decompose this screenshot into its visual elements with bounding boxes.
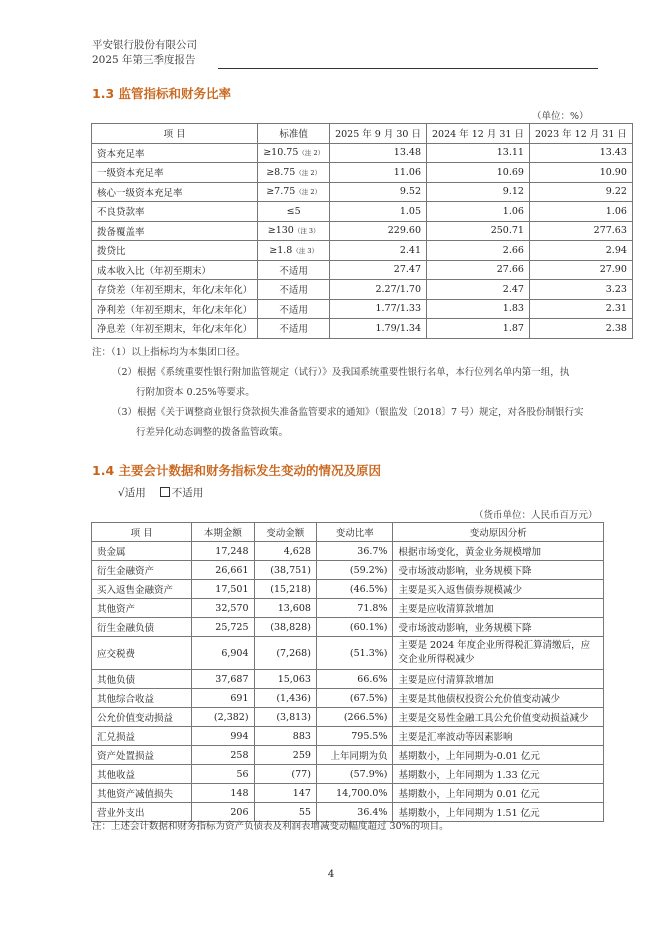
change-ratio: (59.2%) bbox=[316, 561, 393, 580]
col-header-2025-09-30: 2025 年 9 月 30 日 bbox=[330, 124, 427, 144]
indicator-name: 净息差（年初至期末，年化/末年化） bbox=[92, 319, 258, 339]
accounting-changes-body bbox=[92, 542, 604, 822]
value-2025-09-30: 9.52 bbox=[330, 182, 427, 202]
change-amount: 13,608 bbox=[254, 599, 316, 618]
item-name: 其他收益 bbox=[92, 765, 192, 784]
value-2024-12-31: 1.83 bbox=[427, 299, 530, 319]
item-name: 公允价值变动损益 bbox=[92, 708, 192, 727]
current-amount: 37,687 bbox=[192, 670, 254, 689]
report-name: 2025 年第三季度报告 bbox=[92, 54, 196, 66]
indicator-name: 拨备覆盖率 bbox=[92, 221, 258, 241]
col-header-item: 项 目 bbox=[92, 523, 192, 542]
table-row bbox=[92, 221, 633, 241]
change-ratio: 795.5% bbox=[316, 727, 393, 746]
standard-value bbox=[258, 319, 330, 339]
current-amount: 56 bbox=[192, 765, 254, 784]
change-reason: 主要是其他债权投资公允价值变动减少 bbox=[393, 689, 604, 708]
standard-value bbox=[258, 202, 330, 222]
item-name: 其他资产减值损失 bbox=[92, 784, 192, 803]
change-amount: 4,628 bbox=[254, 542, 316, 561]
table-row bbox=[92, 599, 604, 618]
change-ratio: (51.3%) bbox=[316, 637, 393, 670]
change-amount: 147 bbox=[254, 784, 316, 803]
value-2024-12-31: 10.69 bbox=[427, 163, 530, 183]
change-reason: 主要是汇率波动等因素影响 bbox=[393, 727, 604, 746]
current-amount: 32,570 bbox=[192, 599, 254, 618]
change-reason: 基期数小，上年同期为 1.51 亿元 bbox=[393, 803, 604, 822]
change-reason: 受市场波动影响，业务规模下降 bbox=[393, 561, 604, 580]
value-2024-12-31: 2.66 bbox=[427, 241, 530, 261]
section-1-4-note: 注：上述会计数据和财务指标为资产负债表及利润表增减变动幅度超过 30%的项目。 bbox=[92, 821, 449, 832]
indicator-name: 不良贷款率 bbox=[92, 202, 258, 222]
item-name: 营业外支出 bbox=[92, 803, 192, 822]
standard-value-text: 不适用 bbox=[279, 265, 308, 277]
table-header-row bbox=[92, 124, 633, 144]
regulatory-indicators-table bbox=[91, 123, 633, 339]
indicator-name: 存贷差（年初至期末，年化/末年化） bbox=[92, 280, 258, 300]
col-header-amount: 本期金额 bbox=[192, 523, 254, 542]
indicator-name: 核心一级资本充足率 bbox=[92, 182, 258, 202]
value-2023-12-31: 3.23 bbox=[529, 280, 632, 300]
page-number: 4 bbox=[327, 869, 335, 880]
applicable-checked: √适用 bbox=[118, 487, 146, 499]
standard-value-text: ≥130 bbox=[267, 225, 294, 237]
standard-note-ref: （注 2） bbox=[295, 168, 322, 177]
table-row bbox=[92, 670, 604, 689]
item-name: 应交税费 bbox=[92, 637, 192, 670]
col-header-ratio: 变动比率 bbox=[316, 523, 393, 542]
change-reason: 根据市场变化，黄金业务规模增加 bbox=[393, 542, 604, 561]
change-reason: 主要是买入返售债券规模减少 bbox=[393, 580, 604, 599]
standard-value-text: ≥1.8 bbox=[269, 244, 293, 256]
value-2025-09-30: 1.77/1.33 bbox=[330, 299, 427, 319]
change-ratio: (57.9%) bbox=[316, 765, 393, 784]
change-ratio: (266.5%) bbox=[316, 708, 393, 727]
standard-value-text: 不适用 bbox=[279, 304, 308, 316]
col-header-2023-12-31: 2023 年 12 月 31 日 bbox=[529, 124, 632, 144]
change-ratio: 14,700.0% bbox=[316, 784, 393, 803]
applicability-choice bbox=[118, 485, 203, 500]
change-amount: 883 bbox=[254, 727, 316, 746]
standard-value bbox=[258, 143, 330, 163]
section-1-3-note-3-cont: 行差异化动态调整的拨备监管政策。 bbox=[136, 427, 289, 438]
value-2025-09-30: 11.06 bbox=[330, 163, 427, 183]
table-row bbox=[92, 708, 604, 727]
change-reason: 基期数小，上年同期为 0.01 亿元 bbox=[393, 784, 604, 803]
current-amount: 258 bbox=[192, 746, 254, 765]
standard-value bbox=[258, 299, 330, 319]
item-name: 其他综合收益 bbox=[92, 689, 192, 708]
company-name: 平安银行股份有限公司 bbox=[92, 39, 197, 51]
change-amount: 55 bbox=[254, 803, 316, 822]
standard-value-text: 不适用 bbox=[279, 324, 308, 336]
change-ratio: 66.6% bbox=[316, 670, 393, 689]
change-reason: 基期数小，上年同期为 1.33 亿元 bbox=[393, 765, 604, 784]
table-row bbox=[92, 202, 633, 222]
unchecked-box-icon bbox=[160, 487, 170, 497]
table-row bbox=[92, 784, 604, 803]
table-row bbox=[92, 618, 604, 637]
section-1-3-note-2: （2）根据《系统重要性银行附加监管规定（试行）》及我国系统重要性银行名单，本行位列名单内第一组，执 bbox=[112, 367, 570, 378]
table-row bbox=[92, 182, 633, 202]
table-row bbox=[92, 241, 633, 261]
change-amount: (15,218) bbox=[254, 580, 316, 599]
current-amount: 17,248 bbox=[192, 542, 254, 561]
value-2023-12-31: 13.43 bbox=[529, 143, 632, 163]
change-reason: 主要是 2024 年度企业所得税汇算清缴后，应交企业所得税减少 bbox=[393, 637, 604, 670]
table-row bbox=[92, 542, 604, 561]
change-reason: 受市场波动影响，业务规模下降 bbox=[393, 618, 604, 637]
section-1-3-note-1: 注：（1）以上指标均为本集团口径。 bbox=[92, 347, 246, 358]
change-amount: (38,828) bbox=[254, 618, 316, 637]
item-name: 衍生金融负债 bbox=[92, 618, 192, 637]
section-1-3-note-3: （3）根据《关于调整商业银行贷款损失准备监管要求的通知》（银监发〔2018〕7 号）规定，对各股份制银行实 bbox=[112, 407, 584, 418]
item-name: 资产处置损益 bbox=[92, 746, 192, 765]
value-2023-12-31: 2.38 bbox=[529, 319, 632, 339]
indicator-name: 成本收入比（年初至期末） bbox=[92, 260, 258, 280]
change-ratio: 上年同期为负 bbox=[316, 746, 393, 765]
col-header-item: 项 目 bbox=[92, 124, 258, 144]
current-amount: 17,501 bbox=[192, 580, 254, 599]
value-2023-12-31: 9.22 bbox=[529, 182, 632, 202]
table-row bbox=[92, 280, 633, 300]
value-2024-12-31: 27.66 bbox=[427, 260, 530, 280]
change-reason: 主要是交易性金融工具公允价值变动损益减少 bbox=[393, 708, 604, 727]
table-row bbox=[92, 689, 604, 708]
value-2024-12-31: 250.71 bbox=[427, 221, 530, 241]
accounting-changes-table bbox=[91, 522, 604, 822]
change-amount: (38,751) bbox=[254, 561, 316, 580]
change-ratio: 36.4% bbox=[316, 803, 393, 822]
change-ratio: 71.8% bbox=[316, 599, 393, 618]
value-2023-12-31: 10.90 bbox=[529, 163, 632, 183]
value-2024-12-31: 2.47 bbox=[427, 280, 530, 300]
value-2023-12-31: 2.94 bbox=[529, 241, 632, 261]
standard-value bbox=[258, 260, 330, 280]
change-amount: (3,813) bbox=[254, 708, 316, 727]
table-row bbox=[92, 319, 633, 339]
standard-value-text: ≤5 bbox=[286, 205, 301, 217]
standard-value bbox=[258, 163, 330, 183]
standard-value-text: ≥8.75 bbox=[266, 166, 296, 178]
change-amount: 259 bbox=[254, 746, 316, 765]
value-2025-09-30: 229.60 bbox=[330, 221, 427, 241]
table-row bbox=[92, 765, 604, 784]
standard-value bbox=[258, 241, 330, 261]
item-name: 汇兑损益 bbox=[92, 727, 192, 746]
indicator-name: 净利差（年初至期末，年化/末年化） bbox=[92, 299, 258, 319]
item-name: 衍生金融资产 bbox=[92, 561, 192, 580]
section-1-4-unit: （货币单位：人民币百万元） bbox=[474, 510, 598, 521]
table-header-row bbox=[92, 523, 604, 542]
change-ratio: (67.5%) bbox=[316, 689, 393, 708]
standard-note-ref: （注 3） bbox=[293, 227, 320, 236]
header-rule bbox=[218, 68, 598, 69]
section-1-3-title: 1.3 监管指标和财务比率 bbox=[92, 86, 231, 101]
value-2023-12-31: 1.06 bbox=[529, 202, 632, 222]
current-amount: 25,725 bbox=[192, 618, 254, 637]
current-amount: (2,382) bbox=[192, 708, 254, 727]
standard-value-text: ≥10.75 bbox=[263, 147, 299, 159]
value-2025-09-30: 2.41 bbox=[330, 241, 427, 261]
standard-value bbox=[258, 182, 330, 202]
change-ratio: (60.1%) bbox=[316, 618, 393, 637]
item-name: 贵金属 bbox=[92, 542, 192, 561]
indicator-name: 资本充足率 bbox=[92, 143, 258, 163]
not-applicable-label: 不适用 bbox=[171, 487, 204, 499]
change-amount: 15,063 bbox=[254, 670, 316, 689]
table-row bbox=[92, 580, 604, 599]
standard-value bbox=[258, 280, 330, 300]
standard-value bbox=[258, 221, 330, 241]
item-name: 其他资产 bbox=[92, 599, 192, 618]
value-2023-12-31: 27.90 bbox=[529, 260, 632, 280]
table-row bbox=[92, 163, 633, 183]
table-row bbox=[92, 746, 604, 765]
indicator-name: 一级资本充足率 bbox=[92, 163, 258, 183]
section-1-4-title: 1.4 主要会计数据和财务指标发生变动的情况及原因 bbox=[92, 463, 381, 478]
item-name: 其他负债 bbox=[92, 670, 192, 689]
value-2024-12-31: 1.87 bbox=[427, 319, 530, 339]
col-header-2024-12-31: 2024 年 12 月 31 日 bbox=[427, 124, 530, 144]
change-amount: (7,268) bbox=[254, 637, 316, 670]
value-2024-12-31: 1.06 bbox=[427, 202, 530, 222]
section-1-3-note-2-cont: 行附加资本 0.25%等要求。 bbox=[136, 387, 255, 398]
regulatory-indicators-body bbox=[92, 143, 633, 338]
value-2025-09-30: 1.79/1.34 bbox=[330, 319, 427, 339]
change-ratio: (46.5%) bbox=[316, 580, 393, 599]
standard-value-text: ≥7.75 bbox=[266, 186, 296, 198]
document-header bbox=[92, 38, 197, 68]
value-2024-12-31: 13.11 bbox=[427, 143, 530, 163]
standard-value-text: 不适用 bbox=[279, 285, 308, 297]
table-row bbox=[92, 299, 633, 319]
current-amount: 206 bbox=[192, 803, 254, 822]
standard-note-ref: （注 3） bbox=[292, 246, 319, 255]
section-1-3-unit: （单位：%） bbox=[532, 111, 589, 122]
value-2025-09-30: 2.27/1.70 bbox=[330, 280, 427, 300]
table-row bbox=[92, 143, 633, 163]
indicator-name: 拨贷比 bbox=[92, 241, 258, 261]
current-amount: 691 bbox=[192, 689, 254, 708]
col-header-standard: 标准值 bbox=[258, 124, 330, 144]
change-amount: (77) bbox=[254, 765, 316, 784]
table-row bbox=[92, 727, 604, 746]
value-2025-09-30: 1.05 bbox=[330, 202, 427, 222]
change-reason: 主要是应收清算款增加 bbox=[393, 599, 604, 618]
change-amount: (1,436) bbox=[254, 689, 316, 708]
change-ratio: 36.7% bbox=[316, 542, 393, 561]
change-reason: 主要是应付清算款增加 bbox=[393, 670, 604, 689]
value-2023-12-31: 2.31 bbox=[529, 299, 632, 319]
col-header-change: 变动金额 bbox=[254, 523, 316, 542]
value-2023-12-31: 277.63 bbox=[529, 221, 632, 241]
current-amount: 26,661 bbox=[192, 561, 254, 580]
current-amount: 994 bbox=[192, 727, 254, 746]
value-2025-09-30: 27.47 bbox=[330, 260, 427, 280]
value-2024-12-31: 9.12 bbox=[427, 182, 530, 202]
current-amount: 148 bbox=[192, 784, 254, 803]
table-row bbox=[92, 260, 633, 280]
value-2025-09-30: 13.48 bbox=[330, 143, 427, 163]
standard-note-ref: （注 2） bbox=[298, 149, 325, 158]
col-header-reason: 变动原因分析 bbox=[393, 523, 604, 542]
table-row bbox=[92, 561, 604, 580]
change-reason: 基期数小，上年同期为-0.01 亿元 bbox=[393, 746, 604, 765]
table-row bbox=[92, 637, 604, 670]
current-amount: 6,904 bbox=[192, 637, 254, 670]
standard-note-ref: （注 2） bbox=[295, 188, 322, 197]
item-name: 买入返售金融资产 bbox=[92, 580, 192, 599]
